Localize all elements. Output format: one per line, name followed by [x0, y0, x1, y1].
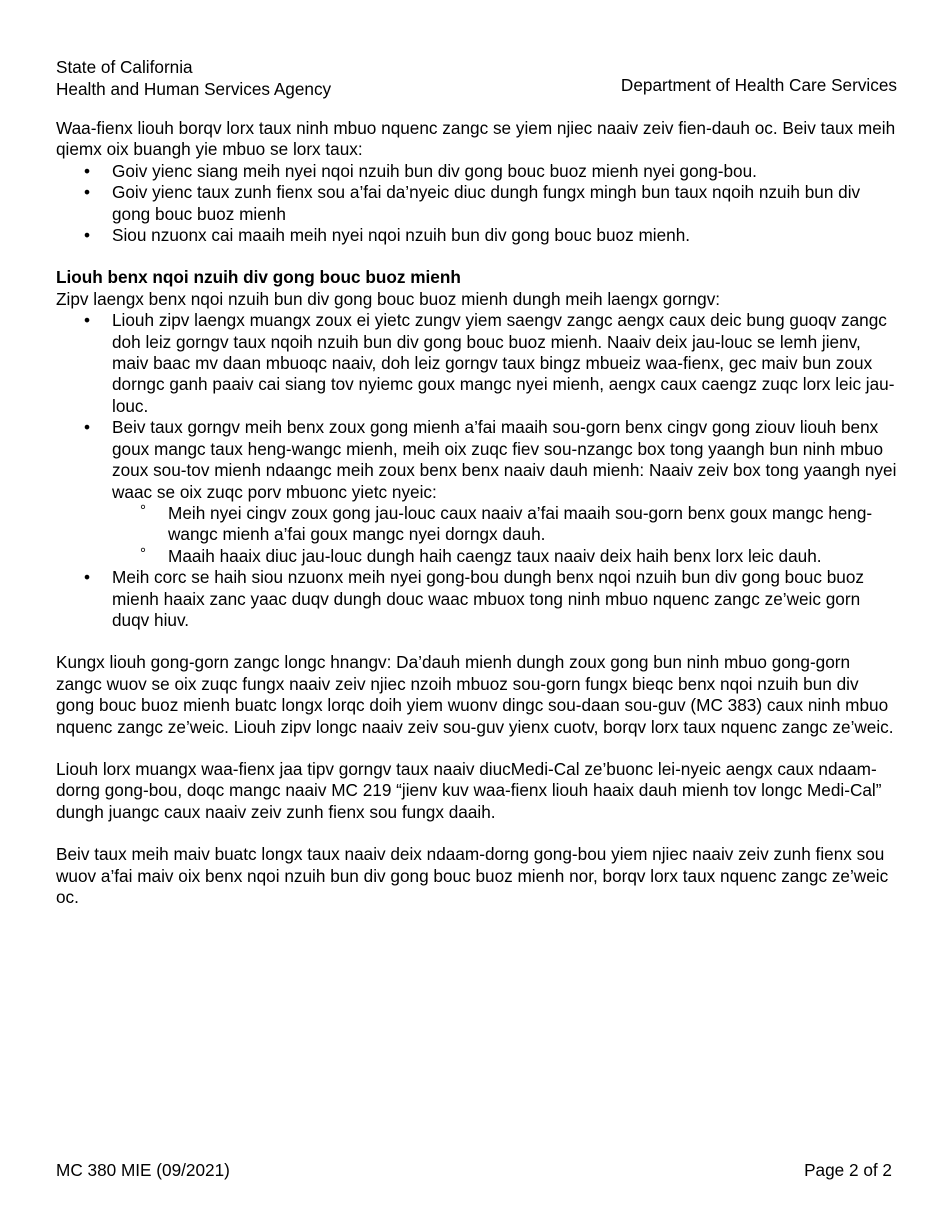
intro-bullet-list	[56, 161, 898, 247]
spacer	[56, 738, 898, 759]
paragraph-medi-cal: Liouh lorx muangx waa-fienx jaa tipv gorngv taux naaiv diucMedi-Cal ze’buonc lei-nyeic aengx caux ndaam-dorng gong-bou, doqc mangc naaiv MC 219 “jienv kuv waa-fienx liouh haaix dauh mienh tov longc Medi-Cal” dungh juangc caux naaiv zeiv zunh fienx sou fungx daaih.	[56, 758, 882, 822]
list-item: • Goiv yienc siang meih nyei nqoi nzuih bun div gong bouc buoz mienh nyei gong-bou.	[112, 161, 898, 182]
spacer	[56, 631, 898, 652]
list-item: • Meih corc se haih siou nzuonx meih nyei gong-bou dungh benx nqoi nzuih bun div gong bouc buoz mienh haaix zanc yaac duqv dungh douc waac mbuox tong ninh mbuo nquenc zangc ze’weic gorn duqv hiuv.	[112, 567, 898, 631]
header-left	[56, 57, 331, 100]
list-item-text: Beiv taux gorngv meih benx zoux gong mienh a’fai maaih sou-gorn benx cingv gong ziouv liouh benx goux mangc taux heng-wangc mienh, meih oix zuqc fiev sou-nzangc box tong yaangh bun ninh mbuo zoux sou-tov mienh ndaangc meih zoux benx benx naaiv dauh mienh: Naaiv zeiv box tong yaangh nyei waac se oix zuqc porv mbuonc yietc nyeic:	[112, 417, 897, 502]
header-state: State of California	[56, 57, 193, 77]
spacer	[56, 246, 898, 267]
intro-paragraph: Waa-fienx liouh borqv lorx taux ninh mbuo nquenc zangc se yiem njiec naaiv zeiv fien-dauh oc. Beiv taux meih qiemx oix buangh yie mbuo se lorx taux:	[56, 118, 896, 160]
footer-form-id: MC 380 MIE (09/2021)	[56, 1160, 230, 1180]
section-bullet-list	[56, 310, 898, 631]
document-body	[56, 118, 898, 908]
paragraph-gong-gorn: Kungx liouh gong-gorn zangc longc hnangv: Da’dauh mienh dungh zoux gong bun ninh mbuo gong-gorn zangc wuov se oix zuqc fungx naaiv zeiv njiec nzoih mbuoz sou-gorn fungx bieqc benx nqoi nzuih bun div gong bouc buoz mienh buatc longx lorqc doih yiem wuonv dingc sou-daan sou-guv (MC 383) caux ninh mbuo nquenc zangc ze’weic. Liouh zipv longc naaiv zeiv sou-guv yienx cuotv, borqv lorx taux nquenc zangc ze’weic.	[56, 652, 894, 737]
list-item: • Siou nzuonx cai maaih meih nyei nqoi nzuih bun div gong bouc buoz mienh.	[112, 225, 898, 246]
sub-bullet-list	[112, 503, 898, 567]
list-item	[112, 417, 898, 567]
header-agency: Health and Human Services Agency	[56, 78, 332, 99]
section-heading: Liouh benx nqoi nzuih div gong bouc buoz mienh	[56, 267, 461, 288]
sub-list-item: ° Meih nyei cingv zoux gong jau-louc caux naaiv a’fai maaih sou-gorn benx goux mangc heng-wangc mienh a’fai goux mangc nyei dorngx dauh.	[168, 503, 898, 546]
list-item: • Liouh zipv laengx muangx zoux ei yietc zungv yiem saengv zangc aengx caux deic bung guoqv zangc doh leiz gorngv taux nqoih nzuih bun div gong bouc buoz mienh. Naaiv deix jau-louc se lemh jienv, maiv baac mv daan mbuoqc naaiv, doh leiz gorngv taux bingz mbueiz waa-fienx, gec maiv bun zoux dorngc ganh paaiv cai siang tov nyiemc goux mangc nyei mienh, aengx caux caengz zuqc lorx leic jau-louc.	[112, 310, 898, 417]
sub-list-item: ° Maaih haaix diuc jau-louc dungh haih caengz taux naaiv deix haih benx lorx leic dauh.	[168, 546, 898, 567]
list-item: • Goiv yienc taux zunh fienx sou a’fai da’nyeic diuc dungh fungx mingh bun taux nqoih nzuih bun div gong bouc buoz mienh	[112, 182, 898, 225]
section-lead: Zipv laengx benx nqoi nzuih bun div gong bouc buoz mienh dungh meih laengx gorngv:	[56, 288, 721, 309]
footer-page-number: Page 2 of 2	[804, 1160, 892, 1180]
spacer	[56, 823, 898, 844]
paragraph-closing: Beiv taux meih maiv buatc longx taux naaiv deix ndaam-dorng gong-bou yiem njiec naaiv zeiv zunh fienx sou wuov a’fai maiv oix benx nqoi nzuih bun div gong bouc buoz mienh nor, borqv lorx taux nquenc zangc ze’weic oc.	[56, 844, 889, 907]
header-department: Department of Health Care Services	[620, 75, 897, 95]
